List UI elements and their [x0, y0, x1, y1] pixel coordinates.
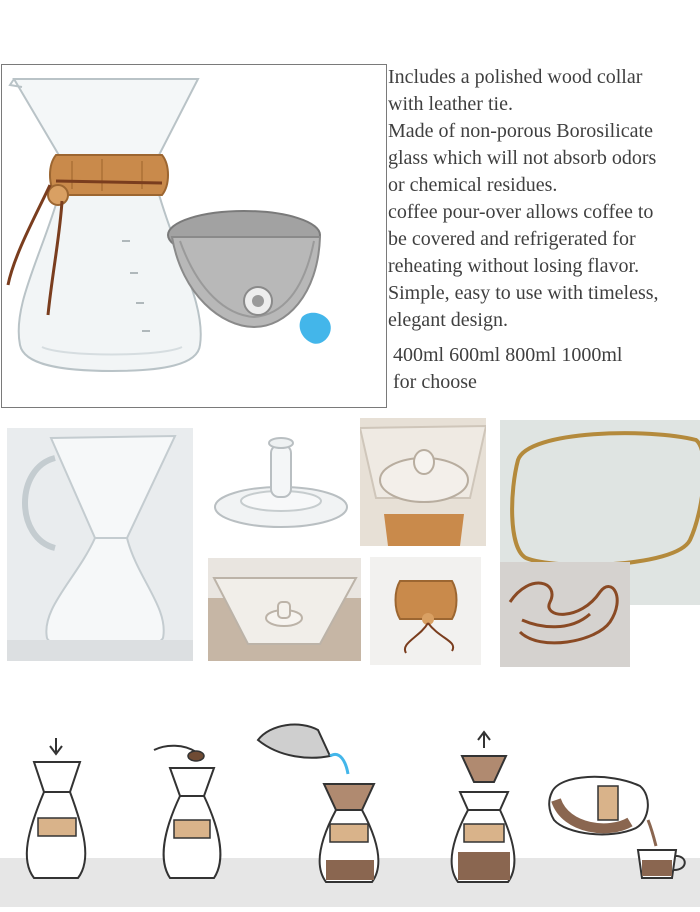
step-add-coffee [154, 746, 220, 878]
glass-lid-illustration [207, 425, 354, 547]
description-line: Includes a polished wood collar [388, 66, 643, 88]
photo-glass-filter-cone [208, 558, 361, 661]
photo-glass-carafe [7, 428, 193, 661]
description-line: be covered and refrigerated for [388, 228, 636, 250]
product-description [388, 64, 700, 334]
step-place-filter [27, 738, 86, 878]
description-line: coffee pour-over allows coffee to [388, 201, 654, 223]
photo-lid-on-carafe [360, 418, 486, 546]
size-options-line: for choose [393, 371, 477, 393]
photo-glass-lid [207, 425, 354, 547]
size-options-line: 400ml 600ml 800ml 1000ml [393, 344, 623, 366]
description-line: elegant design. [388, 309, 508, 331]
glass-carafe-illustration [7, 428, 193, 661]
wood-collar-illustration [370, 557, 481, 665]
hero-product-image [1, 64, 387, 408]
leather-tie-illustration [500, 562, 630, 667]
lid-on-carafe-illustration [360, 418, 486, 546]
brewing-steps-illustration [0, 700, 700, 907]
glass-filter-cone-illustration [208, 558, 361, 661]
description-line: with leather tie. [388, 93, 513, 115]
size-options [393, 342, 693, 396]
description-line: reheating without losing flavor. [388, 255, 640, 277]
coffee-maker-with-filter-illustration [2, 65, 386, 407]
description-line: glass which will not absorb odors [388, 147, 657, 169]
photo-wood-collar [370, 557, 481, 665]
photo-leather-tie [500, 562, 630, 667]
description-line: Made of non-porous Borosilicate [388, 120, 653, 142]
brewing-steps-sketch [0, 700, 700, 907]
step-remove-filter [452, 732, 515, 882]
description-line: Simple, easy to use with timeless, [388, 282, 659, 304]
description-line: or chemical residues. [388, 174, 558, 196]
